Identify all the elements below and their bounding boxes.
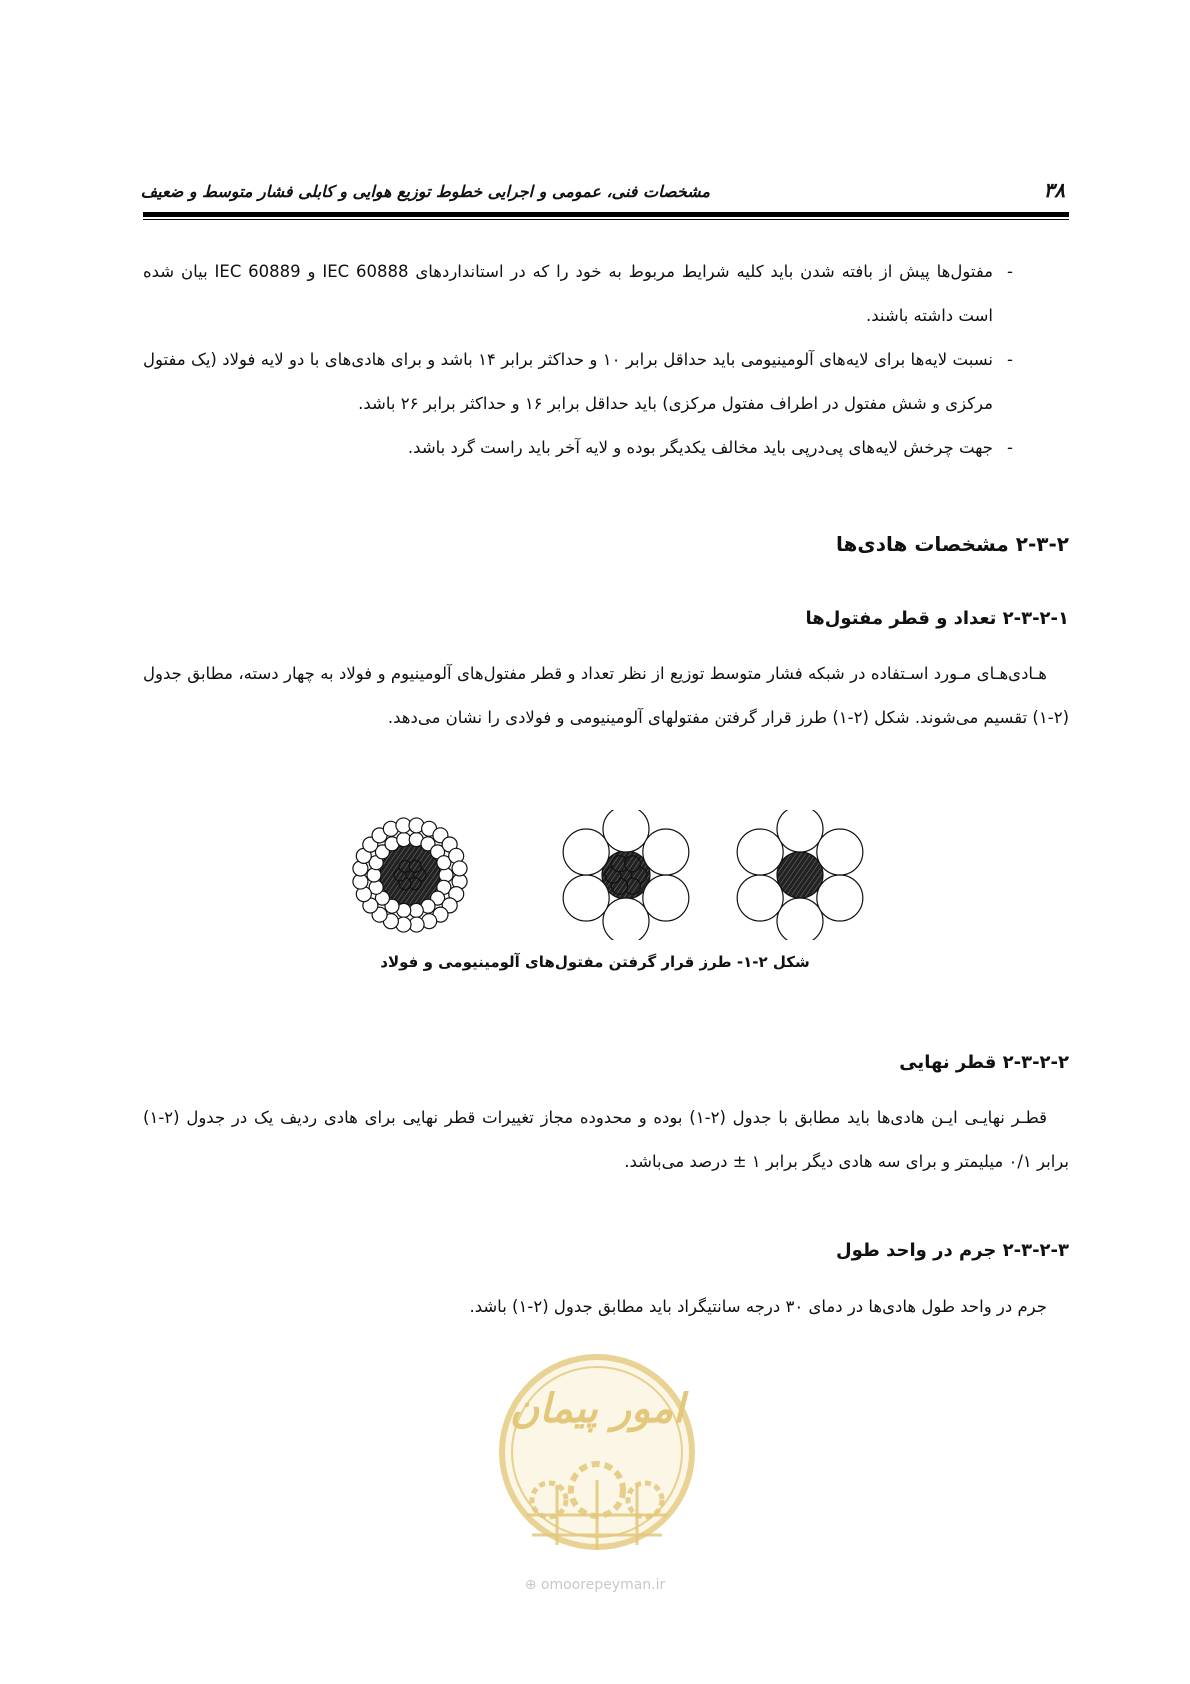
watermark-url-text: omoorepeyman.ir	[540, 1577, 666, 1593]
section-heading-2-3-2-2: ۲-۳-۲-۲ قطر نهایی	[899, 1052, 1069, 1073]
aluminium-strand	[409, 903, 423, 917]
section-heading-2-3-2-1: ۲-۳-۲-۱ تعداد و قطر مفتول‌ها	[805, 608, 1069, 629]
paragraph-strand-count: هـادی‌هـای مـورد اسـتفاده در شبکه فشار متوسط توزیع از نظر تعداد و قطر مفتول‌های آلومینیوم و فولاد به چهار دسته، مطابق جدول (۲-۱) تقسیم می‌شوند. شکل (۲-۱) طرز قرار گرفتن مفتولهای آلومینیومی و فولادی را نشان می‌دهد.	[143, 664, 1069, 727]
conductor-medium	[563, 810, 689, 940]
section-heading-2-3-2-3: ۲-۳-۲-۳ جرم در واحد طول	[836, 1240, 1069, 1261]
running-header-title: مشخصات فنی، عمومی و اجرایی خطوط توزیع هوایی و کابلی فشار متوسط و ضعیف	[140, 182, 710, 201]
aluminium-strand	[737, 875, 783, 921]
aluminium-strand	[777, 898, 823, 940]
aluminium-strand	[817, 875, 863, 921]
paragraph-mass-per-length: جرم در واحد طول هادی‌ها در دمای ۳۰ درجه سانتیگراد باید مطابق جدول (۲-۱) باشد.	[469, 1297, 1047, 1316]
conductor-large	[353, 818, 467, 932]
list-item-text: مفتول‌ها پیش از بافته شدن باید کلیه شرایط مربوط به خود را که در استانداردهای IEC 60888 و IEC 60889 بیان شده است داشته باشند.	[143, 262, 994, 325]
list-dash: -	[1007, 262, 1013, 281]
steel-core	[777, 852, 823, 898]
header-rule-thick	[143, 212, 1069, 217]
aluminium-strand	[563, 875, 609, 921]
conductor-small	[737, 810, 863, 940]
aluminium-strand	[777, 810, 823, 852]
header-rule-thin	[143, 219, 1069, 220]
aluminium-strand	[643, 829, 689, 875]
watermark-logo-text: امور پیمان	[509, 1385, 685, 1432]
page-number: ۳۸	[1043, 178, 1065, 202]
paragraph-final-diameter: قطـر نهایـی ایـن هادی‌ها باید مطابق با جدول (۲-۱) بوده و محدوده مجاز تغییرات قطر نهایی برای هادی ردیف یک در جدول (۲-۱) برابر ۰/۱ میلیمتر و برای سه هادی دیگر برابر ۱ ± درصد می‌باشد.	[143, 1108, 1069, 1171]
requirements-list	[143, 250, 1013, 470]
list-dash: -	[1007, 350, 1013, 369]
aluminium-strand	[603, 810, 649, 852]
watermark-url	[470, 1577, 720, 1593]
aluminium-strand	[643, 875, 689, 921]
aluminium-strand	[439, 868, 453, 882]
aluminium-strand	[817, 829, 863, 875]
section-heading-2-3-2: ۲-۳-۲ مشخصات هادی‌ها	[836, 532, 1069, 556]
conductor-stranding-figure	[348, 810, 888, 940]
list-item	[143, 250, 1013, 338]
list-item	[143, 426, 1013, 470]
aluminium-strand	[367, 868, 381, 882]
list-dash: -	[1007, 438, 1013, 457]
aluminium-strand	[737, 829, 783, 875]
globe-icon: ⊕	[524, 1577, 537, 1593]
list-item-text: جهت چرخش لایه‌های پی‌درپی باید مخالف یکدیگر بوده و لایه آخر باید راست گرد باشد.	[407, 438, 993, 457]
steel-strand	[409, 860, 421, 872]
aluminium-strand	[452, 861, 467, 876]
watermark-logo	[497, 1340, 697, 1565]
aluminium-strand	[603, 898, 649, 940]
aluminium-strand	[563, 829, 609, 875]
list-item-text: نسبت لایه‌ها برای لایه‌های آلومینیومی باید حداقل برابر ۱۰ و حداکثر برابر ۱۴ باشد و برای هادی‌های با دو لایه فولاد (یک مفتول مرکزی و شش مفتول در اطراف مفتول مرکزی) باید حداقل برابر ۱۶ و حداکثر برابر ۲۶ باشد.	[143, 350, 994, 413]
aluminium-strand	[397, 833, 411, 847]
steel-strand	[625, 856, 641, 872]
list-item	[143, 338, 1013, 426]
figure-caption: شکل ۲-۱- طرز قرار گرفتن مفتول‌های آلومینیومی و فولاد	[380, 953, 810, 971]
